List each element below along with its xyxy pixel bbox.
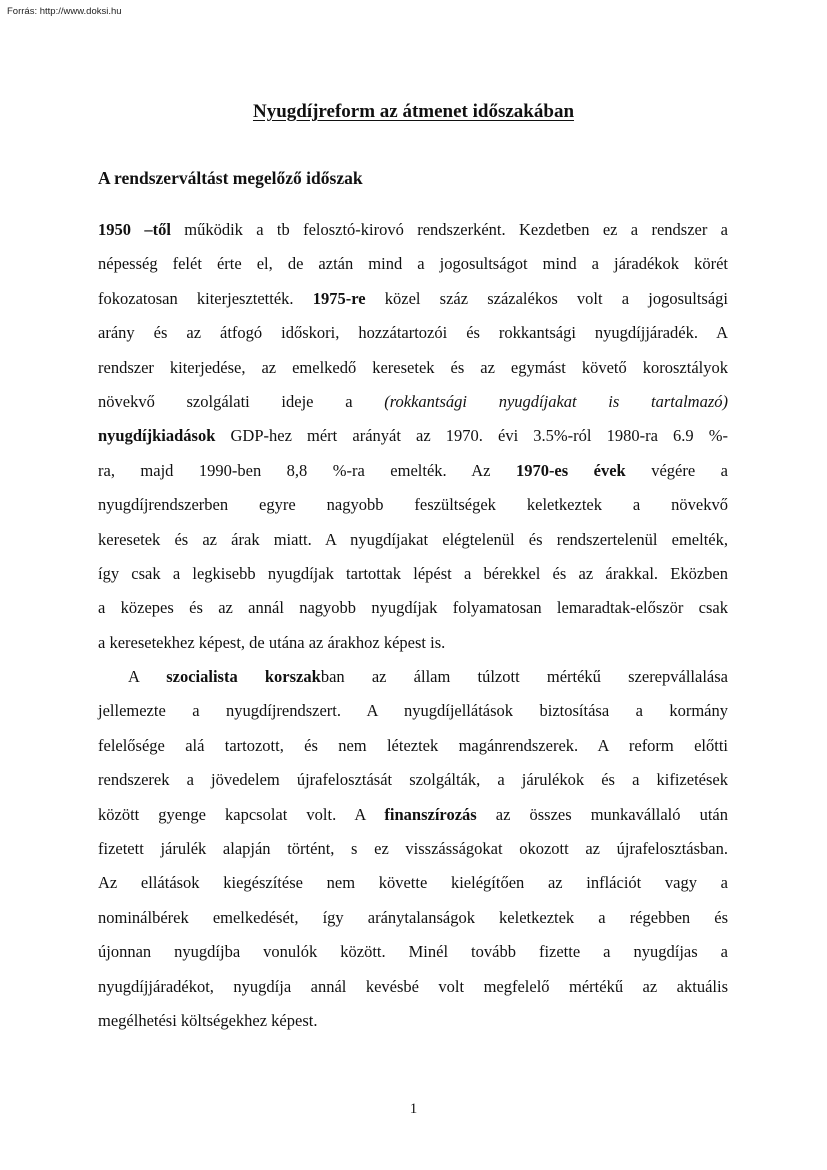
text-line — [98, 798, 728, 832]
bold-phrase: nyugdíjkiadások — [98, 426, 216, 446]
text-line: nyugdíjjáradékot, nyugdíja annál kevésbé volt megfelelő mértékű az aktuális — [98, 976, 728, 996]
text-run: ra, majd 1990-ben 8,8 %-ra emelték. Az — [98, 460, 516, 480]
text-line: a keresetekhez képest, de utána az árakhoz képest is. — [98, 632, 446, 652]
text-run: fokozatosan kiterjesztették. — [98, 288, 313, 308]
text-line: keresetek és az árak miatt. A nyugdíjakat elégtelenül és rendszertelenül emelték, — [98, 529, 728, 549]
text-line: népesség felét érte el, de aztán mind a jogosultságot mind a járadékok körét — [98, 254, 728, 274]
text-line — [98, 454, 728, 488]
text-run: működik a tb felosztó-kirovó rendszerként. Kezdetben ez a rendszer a — [170, 220, 728, 239]
text-line: nominálbérek emelkedését, így aránytalanságok keletkeztek a régebben és — [98, 907, 728, 927]
italic-phrase: (rokkantsági nyugdíjakat is tartalmazó) — [384, 391, 728, 411]
text-line: rendszerek a jövedelem újrafelosztását szolgálták, a járulékok és a kifizetések — [98, 770, 728, 790]
text-run: ban az állam túlzott mértékű szerepvállalása — [320, 667, 728, 687]
text-line — [98, 213, 728, 247]
bold-phrase: 1950 –től — [98, 220, 171, 239]
text-line: megélhetési költségekhez képest. — [98, 1010, 318, 1030]
text-line: felelősége alá tartozott, és nem léteztek magánrendszerek. A reform előtti — [98, 735, 728, 755]
text-line: rendszer kiterjedése, az emelkedő keresetek és az egymást követő korosztályok — [98, 357, 728, 377]
text-run: növekvő szolgálati ideje a — [98, 391, 385, 411]
page-title: Nyugdíjreform az átmenet időszakában — [252, 101, 575, 122]
text-run: A — [128, 667, 167, 687]
text-line: nyugdíjrendszerben egyre nagyobb feszültségek keletkeztek a növekvő — [98, 495, 728, 515]
bold-phrase: szocialista korszak — [166, 667, 321, 687]
body-text — [98, 213, 728, 1038]
text-line: így csak a legkisebb nyugdíjak tartottak lépést a bérekkel és az árakkal. Eközben — [98, 563, 728, 583]
text-line: fizetett járulék alapján történt, s ez visszásságokat okozott az újrafelosztásban. — [98, 839, 728, 859]
text-line — [98, 385, 728, 419]
text-line — [98, 660, 728, 694]
text-run: közel száz százalékos volt a jogosultsági — [365, 288, 728, 308]
text-run: végére a — [625, 460, 728, 480]
text-line: jellemezte a nyugdíjrendszert. A nyugdíjellátások biztosítása a kormány — [98, 701, 728, 721]
text-line: a közepes és az annál nagyobb nyugdíjak folyamatosan lemaradtak-először csak — [98, 598, 728, 618]
text-line: arány és az átfogó időskori, hozzátartozói és rokkantsági nyugdíjjáradék. A — [98, 323, 728, 343]
text-run: az összes munkavállaló után — [476, 804, 728, 824]
source-url: Forrás: http://www.doksi.hu — [7, 6, 122, 17]
text-run: GDP-hez mért arányát az 1970. évi 3.5%-ról 1980-ra 6.9 %- — [215, 426, 728, 446]
bold-phrase: 1975-re — [312, 288, 366, 308]
text-line — [98, 419, 728, 453]
text-line: újonnan nyugdíjba vonulók között. Minél tovább fizette a nyugdíjas a — [98, 942, 728, 962]
bold-phrase: 1970-es évek — [515, 460, 626, 480]
text-line: Az ellátások kiegészítése nem követte kielégítően az inflációt vagy a — [98, 873, 728, 893]
section-heading: A rendszerváltást megelőző időszak — [98, 168, 363, 188]
page-number: 1 — [409, 1101, 418, 1117]
bold-phrase: finanszírozás — [384, 804, 477, 824]
text-line — [98, 282, 728, 316]
text-run: között gyenge kapcsolat volt. A — [98, 804, 385, 824]
